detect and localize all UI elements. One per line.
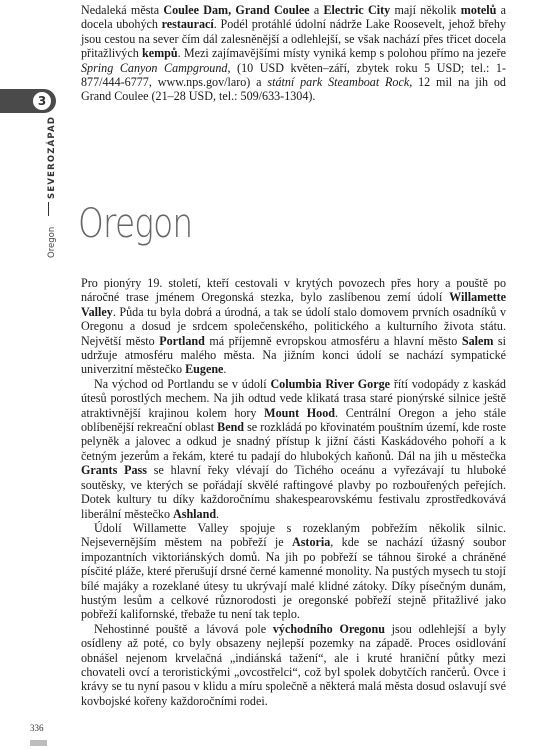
paragraph (81, 377, 506, 521)
text-run: jsou odlehlejší a byly osídleny až poté, co byly obsazeny nejlepší pozemky na západě. Proces osidlování obnášel nejenom krvelačná „indiánská tažení“, ale i kruté hraniční půtky mezi chovateli ovcí a teroristickými „ovcostřelci“, což byl spolek dobytčích rančerů. Ovce i krávy se tu nyní pasou v klidu a míru společně a některá malá města dosud oslavují své kovbojské kořeny každoročními rodei. (81, 621, 506, 708)
italic-term: státní park Steamboat Rock (267, 75, 410, 90)
text-run: řítí vodopády z kaskád útesů porostlých mechem. Na jih odtud vede klikatá trasa staré pionýrské silnice ještě atraktivnější krajinou kolem hory (81, 376, 506, 420)
paragraph (81, 521, 506, 622)
bold-term: Astoria (291, 535, 331, 550)
text-run: . (216, 506, 220, 521)
side-divider (48, 202, 49, 216)
text-run: se rozkládá po křovinatém pouštním území, kde roste pelyněk a jalovec a odkud je snadný přístup k jižní části Kaskádového pohoří a k četným jezerům a řekám, které tu padají do hlubokých kaňonů. Dál na jih u městečka (81, 420, 506, 463)
bold-term: Eugene (185, 362, 224, 377)
bold-term: východního Oregonu (272, 621, 385, 636)
bold-term: Columbia River Gorge (270, 376, 391, 391)
paragraph (81, 276, 506, 377)
bold-term: Coulee Dam, Grand Coulee (163, 3, 310, 17)
text-run: . Podél protáhlé údolní nádrže Lake Roosevelt, jehož břehy jsou cestou na sever čím dál zalesněnější a odlehlejší, se však nachází přes třicet docela přitažlivých (81, 17, 506, 61)
text-run: . Centrální Oregon a jeho stále oblíbenější rekreační oblast (81, 405, 506, 435)
page-number: 336 (30, 723, 44, 733)
italic-term: Spring Canyon Campground (81, 60, 228, 75)
bold-term: Salem (461, 333, 494, 348)
bold-term: Portland (159, 333, 205, 348)
text-run: Na východ od Portlandu se v údolí (94, 376, 271, 391)
side-label-chapter: Oregon (47, 226, 57, 258)
text-run: a docela ubohých (81, 3, 506, 32)
bold-term: Electric City (323, 3, 391, 17)
bold-term: Bend (217, 420, 245, 435)
text-run: se hlavní řeky vlévají do Tichého oceánu a vyřezávají tu hluboké soutěsky, ve kterých se pořádají skvělé raftingové plavby po rozbouřených peřejích. Dotek kultury tu díky každoročnímu shakespearovskému festivalu zprostředkovává liberální městečko (81, 463, 507, 521)
text-run: si udržuje atmosféru malého města. Na jižním konci údolí se nachází sympatické univerzitní městečko (81, 333, 507, 377)
paragraph (81, 622, 506, 708)
text-run: Nedaleká města (81, 3, 164, 17)
text-run: , 12 mil na jih od Grand Coulee (21–28 USD, tel.: 509/633-1304). (81, 75, 506, 104)
text-run: a (309, 3, 324, 17)
text-run: , (10 USD květen–září, zbytek roku 5 USD; tel.: 1-877/444-6777, www.nps.gov/laro) a (81, 60, 507, 90)
bold-term: Ashland (173, 506, 217, 521)
text-run: . Půda tu byla dobrá a úrodná, a tak se údolí stalo domovem prvních osadníků v Oregonu a dosud je srdcem společenského, politického a kulturního života státu. Největší město (81, 304, 506, 348)
side-label-region: SEVEROZÁPAD (47, 115, 57, 199)
lodging-paragraph (81, 3, 506, 104)
bold-term: motelů (460, 3, 497, 17)
chapter-number-badge: 3 (33, 92, 51, 110)
text-run: Nehostinné pouště a lávová pole (94, 621, 273, 636)
bold-term: restaurací (161, 17, 214, 32)
text-run: . Mezi zajímavějšími místy vyniká kemp s polohou přímo na jezeře (177, 46, 506, 61)
section-title: Oregon (78, 201, 193, 247)
body-text (81, 276, 506, 708)
text-run: , kde se nachází úžasný soubor impozantních viktoriánských domů. Na jih po pobřeží se táhnou široké a chráněné písčité pláže, které přerušují drsné černé kamenné monolity. Na pustých mysech tu stojí bílé majáky a rozeklané útesy tu ukrývají malé klidné zátoky. Díky písečným dunám, hustým lesům a celkové různorodosti je oregonské pobřeží stejně přitažlivé jako pobřeží kalifornské, třebaže tu není tak teplo. (81, 535, 506, 622)
text-run: mají několik (390, 3, 461, 17)
footer-mark (30, 740, 47, 746)
text-run: Údolí Willamette Valley spojuje s rozeklaným pobřežím několik silnic. Nejsevernějším městem na pobřeží je (81, 520, 506, 550)
bold-term: Mount Hood (264, 405, 335, 420)
intro-paragraph (81, 3, 506, 104)
text-run: . (223, 362, 227, 377)
text-run: Pro pionýry 19. století, kteří cestovali v krytých povozech přes hory a pouště po náročné trase jménem Oregonská stezka, bylo zaslíbenou zemí údolí (81, 276, 506, 305)
text-run: má příjemně evropskou atmosféru a hlavní město (204, 333, 462, 348)
bold-term: Willamette Valley (81, 290, 506, 319)
bold-term: Grants Pass (81, 463, 147, 478)
bold-term: kempů (142, 46, 178, 61)
